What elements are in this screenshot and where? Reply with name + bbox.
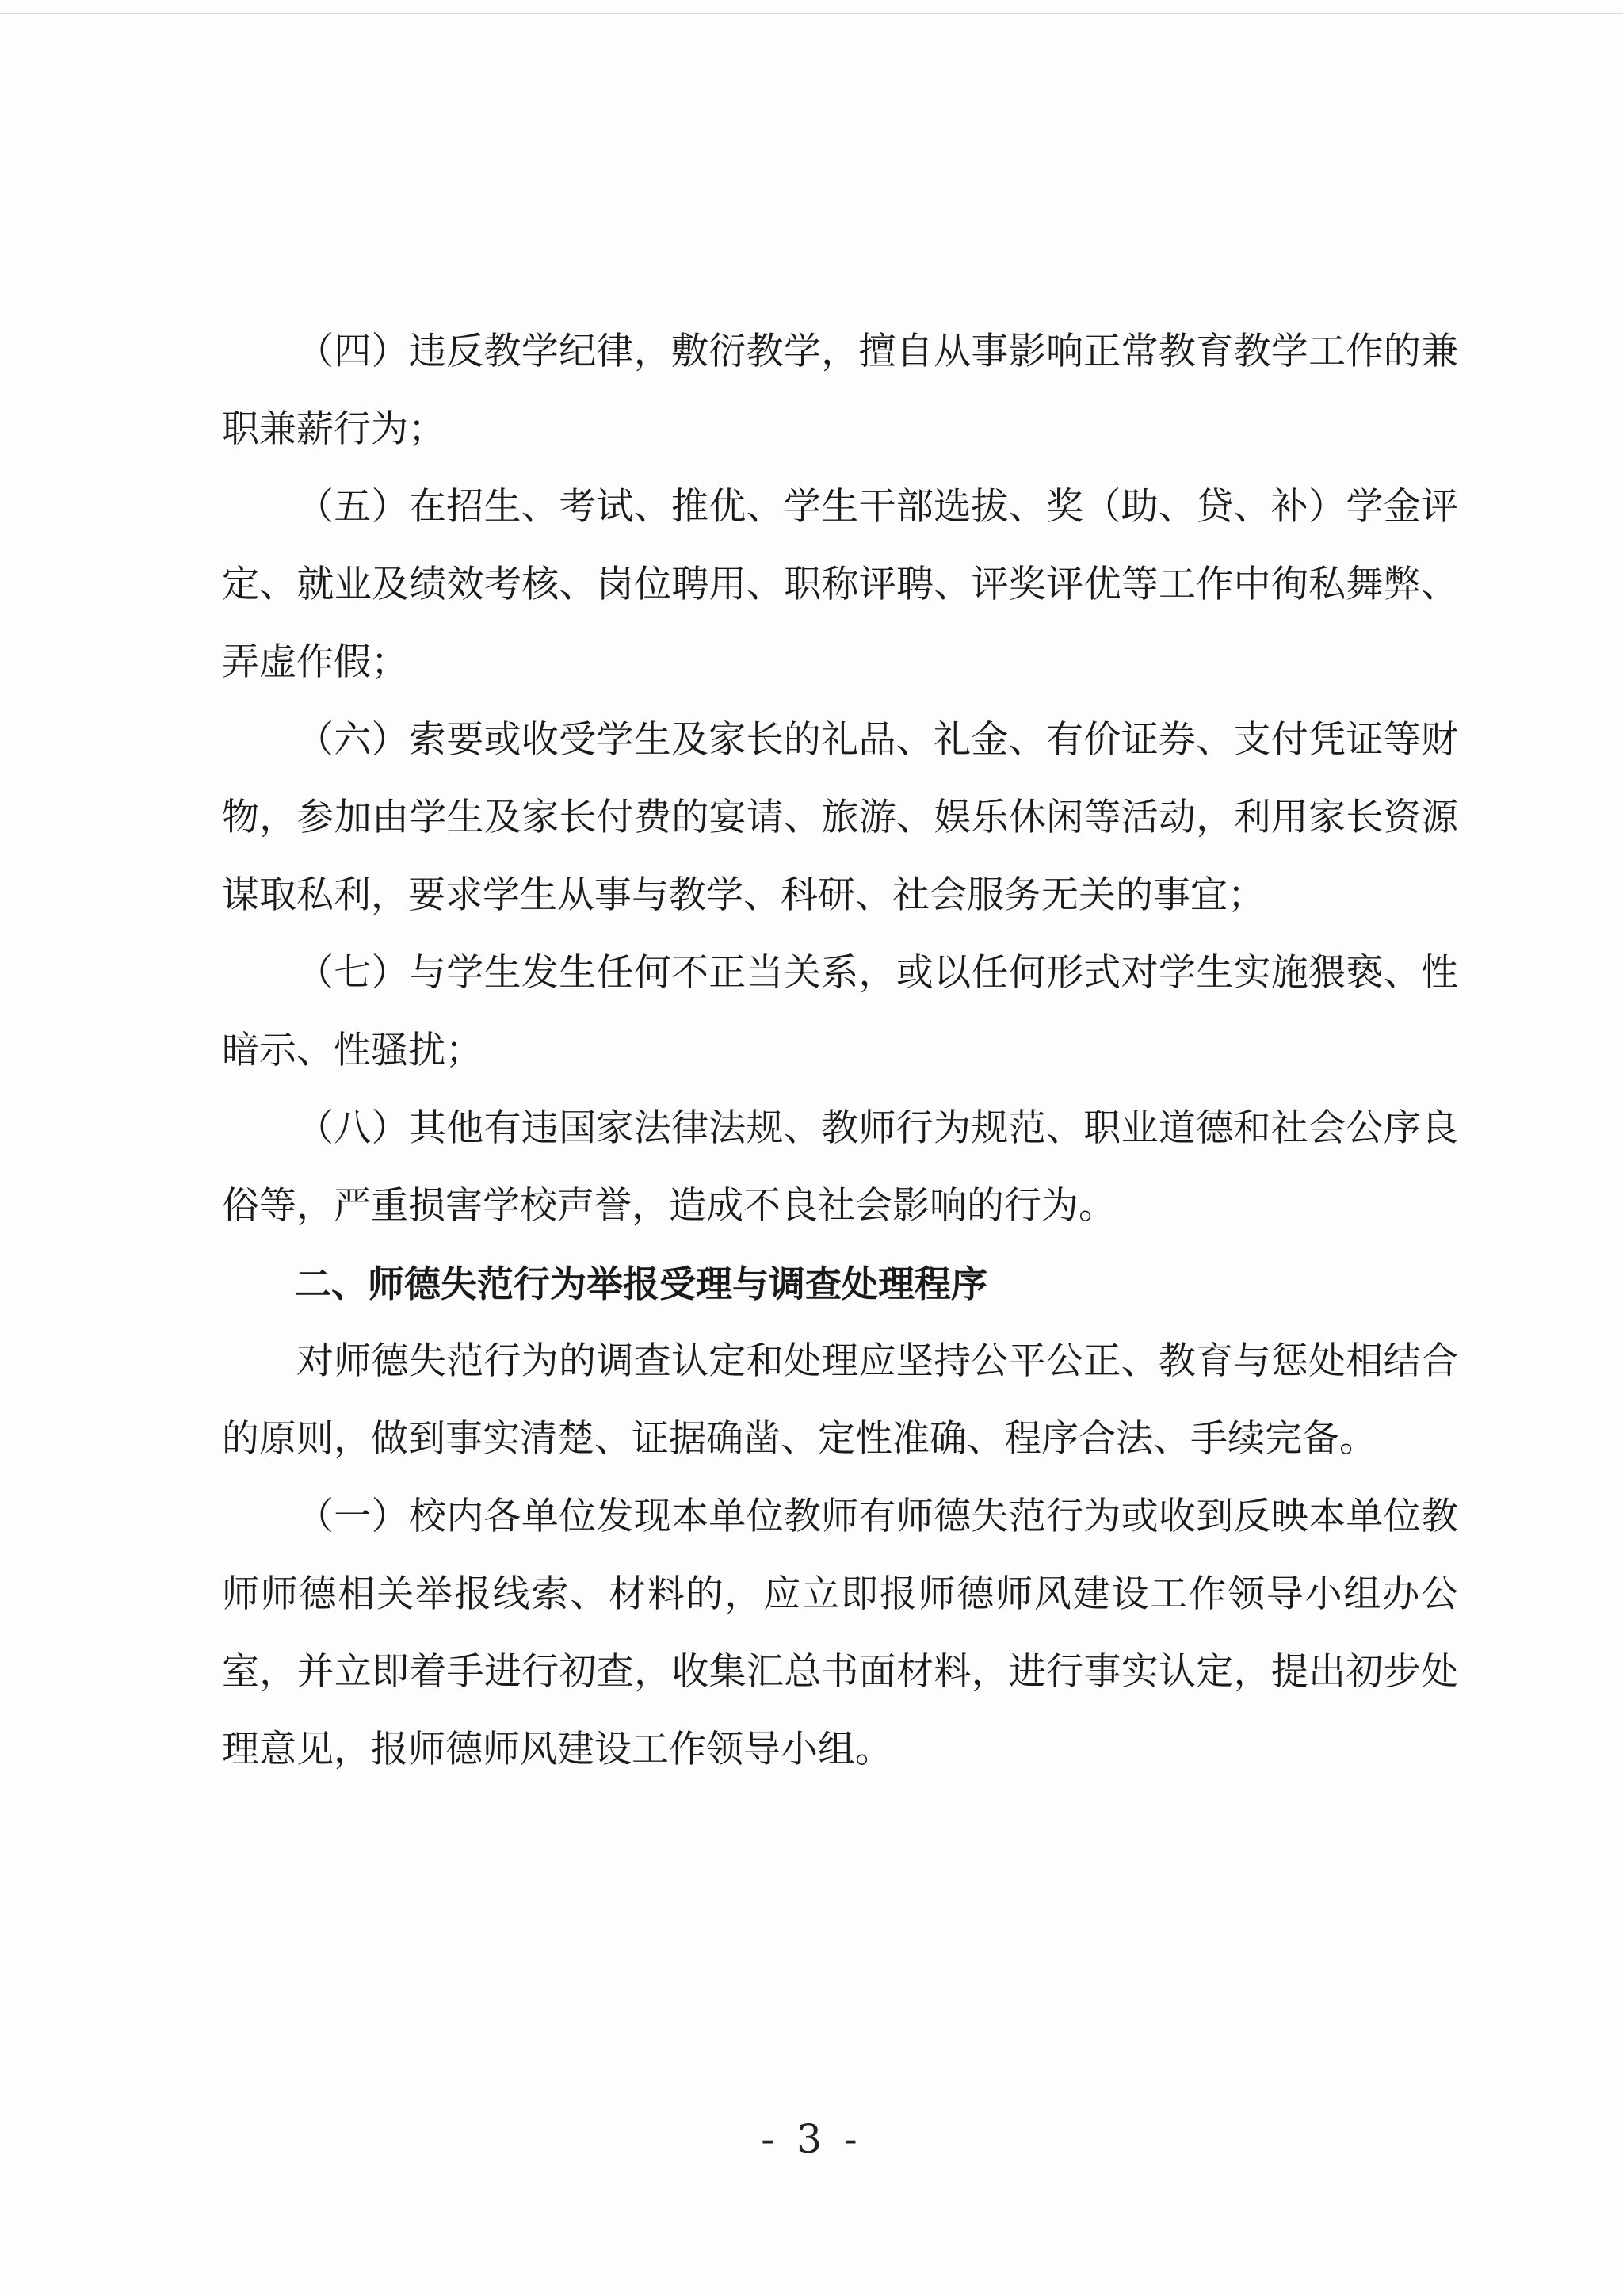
paragraph-item-6: （六）索要或收受学生及家长的礼品、礼金、有价证券、支付凭证等财物，参加由学生及家长付费的宴请、旅游、娱乐休闲等活动，利用家长资源谋取私利，要求学生从事与教学、科研、社会服务无关的事宜； xyxy=(222,718,1458,917)
section-heading-2: 二、师德失范行为举报受理与调查处理程序 xyxy=(295,1263,987,1305)
paragraph-item-4: （四）违反教学纪律，敷衍教学，擅自从事影响正常教育教学工作的兼职兼薪行为； xyxy=(222,330,1458,451)
top-edge-rule xyxy=(0,13,1623,14)
procedure-item-1: （一）校内各单位发现本单位教师有师德失范行为或收到反映本单位教师师德相关举报线索、材料的，应立即报师德师风建设工作领导小组办公室，并立即着手进行初查，收集汇总书面材料，进行事实认定，提出初步处理意见，报师德师风建设工作领导小组。 xyxy=(222,1495,1458,1771)
paragraph-item-7: （七）与学生发生任何不正当关系，或以任何形式对学生实施猥亵、性暗示、性骚扰； xyxy=(222,951,1458,1072)
paragraph-item-8: （八）其他有违国家法律法规、教师行为规范、职业道德和社会公序良俗等，严重损害学校声誉，造成不良社会影响的行为。 xyxy=(222,1106,1458,1228)
document-body xyxy=(222,313,1458,1789)
page-number: - 3 - xyxy=(761,2116,862,2162)
section-intro-paragraph: 对师德失范行为的调查认定和处理应坚持公平公正、教育与惩处相结合的原则，做到事实清楚、证据确凿、定性准确、程序合法、手续完备。 xyxy=(222,1339,1458,1461)
paragraph-item-5: （五）在招生、考试、推优、学生干部选拔、奖（助、贷、补）学金评定、就业及绩效考核、岗位聘用、职称评聘、评奖评优等工作中徇私舞弊、弄虚作假； xyxy=(222,485,1458,684)
